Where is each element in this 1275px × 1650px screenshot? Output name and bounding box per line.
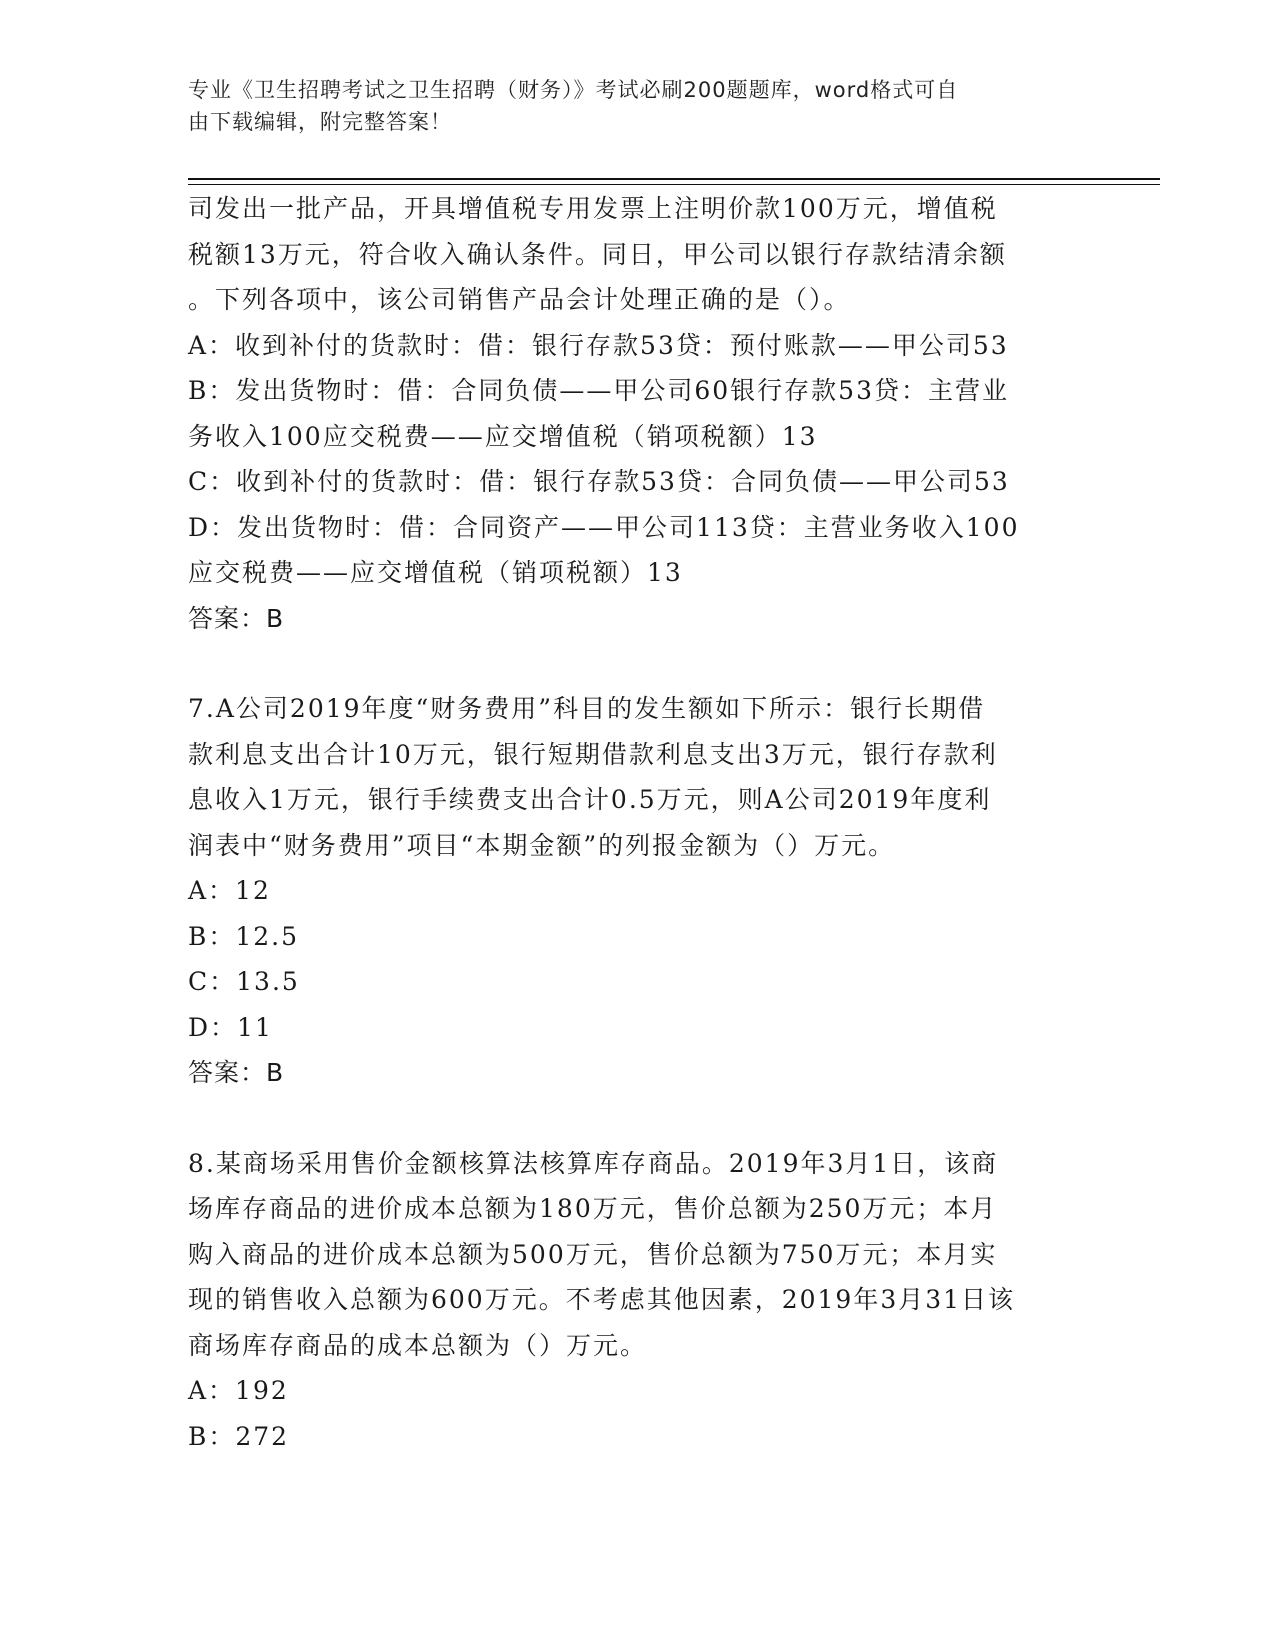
question-8-stem-line: 商场库存商品的成本总额为（）万元。 xyxy=(188,1330,648,1360)
question-7-option-c: C：13.5 xyxy=(188,967,300,996)
question-spacer xyxy=(188,1096,1088,1141)
question-8-stem-line: 购入商品的进价成本总额为500万元，售价总额为750万元；本月实 xyxy=(188,1239,998,1269)
question-8-stem-line: 现的销售收入总额为600万元。不考虑其他因素，2019年3月31日该 xyxy=(188,1285,1016,1314)
question-6-stem-line: 税额13万元，符合收入确认条件。同日，甲公司以银行存款结清余额 xyxy=(188,239,1007,269)
question-7-option-a: A：12 xyxy=(188,876,271,905)
question-8-stem-line: 8.某商场采用售价金额核算法核算库存商品。2019年3月1日，该商 xyxy=(188,1148,999,1178)
question-6-stem-line: 。下列各项中，该公司销售产品会计处理正确的是（）。 xyxy=(188,285,851,314)
question-8-stem-line: 场库存商品的进价成本总额为180万元，售价总额为250万元；本月 xyxy=(188,1194,998,1223)
question-7-stem-line: 润表中“财务费用”项目“本期金额”的列报金额为（）万元。 xyxy=(188,830,896,860)
document-header xyxy=(188,74,1088,138)
question-7-option-d: D：11 xyxy=(188,1012,273,1042)
question-7-stem-line: 7.A公司2019年度“财务费用”科目的发生额如下所示：银行长期借 xyxy=(188,694,986,723)
question-7 xyxy=(188,686,1088,1096)
question-6-option-a: A：收到补付的货款时：借：银行存款53贷：预付账款——甲公司53 xyxy=(188,330,1009,360)
question-7-stem-line: 款利息支出合计10万元，银行短期借款利息支出3万元，银行存款利 xyxy=(188,739,998,769)
question-6-option-c: C：收到补付的货款时：借：银行存款53贷：合同负债——甲公司53 xyxy=(188,467,1010,496)
question-6-stem-line: 司发出一批产品，开具增值税专用发票上注明价款100万元，增值税 xyxy=(188,194,998,223)
header-title-line-1: 专业《卫生招聘考试之卫生招聘（财务）》考试必刷200题题库，word格式可自 xyxy=(188,78,959,102)
question-7-stem-line: 息收入1万元，银行手续费支出合计0.5万元，则A公司2019年度利 xyxy=(188,785,992,814)
header-divider-thick xyxy=(188,178,1160,180)
question-8 xyxy=(188,1141,1088,1460)
question-6-option-d: D：发出货物时：借：合同资产——甲公司113贷：主营业务收入100 xyxy=(188,512,1020,542)
question-6-option-b: B：发出货物时：借：合同负债——甲公司60银行存款53贷：主营业 xyxy=(188,376,1009,405)
question-6-option-b-continued: 务收入100应交税费——应交增值税（销项税额）13 xyxy=(188,421,818,451)
question-6-option-d-continued: 应交税费——应交增值税（销项税额）13 xyxy=(188,558,683,587)
question-6-answer: 答案：B xyxy=(188,603,285,633)
document-body xyxy=(188,186,1088,1459)
header-divider-thin xyxy=(188,184,1160,185)
question-7-answer: 答案：B xyxy=(188,1058,285,1087)
question-spacer xyxy=(188,641,1088,686)
question-8-option-b: B：272 xyxy=(188,1421,290,1451)
question-7-option-b: B：12.5 xyxy=(188,921,300,951)
question-6 xyxy=(188,186,1088,641)
header-title-line-2: 由下载编辑，附完整答案！ xyxy=(188,110,452,134)
question-8-option-a: A：192 xyxy=(188,1376,289,1405)
